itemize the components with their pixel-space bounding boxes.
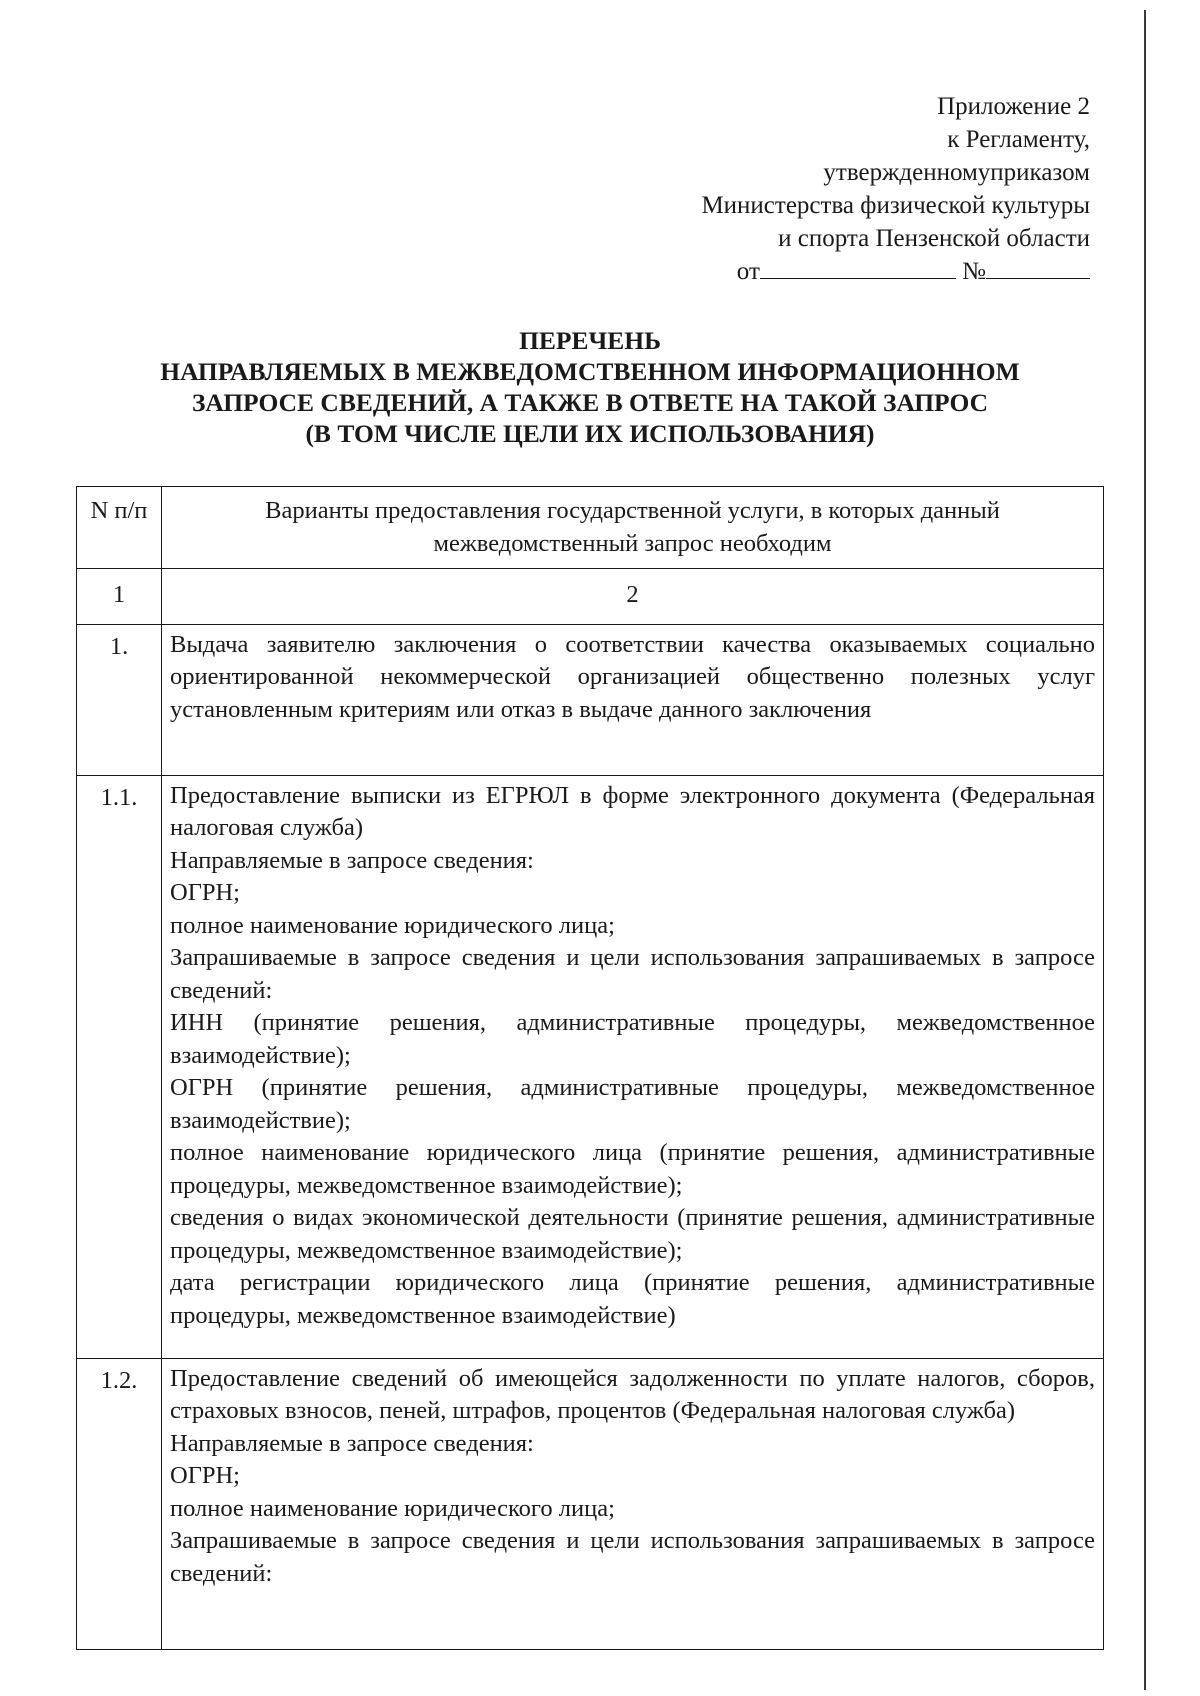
- number-label: №: [962, 258, 986, 285]
- row-number: 1.1.: [77, 775, 162, 1358]
- requested-data-heading: Запрашиваемые в запросе сведения и цели использования запрашиваемых в запросе сведений:: [170, 1527, 1095, 1587]
- appendix-regulation: к Регламенту,: [947, 126, 1090, 153]
- column-number-1: 1: [77, 569, 162, 625]
- sent-data-item: ОГРН;: [170, 1462, 240, 1489]
- requested-data-item: дата регистрации юридического лица (принятие решения, административные процедуры, межведомственное взаимодействие): [170, 1269, 1095, 1329]
- title-line-1: ПЕРЕЧЕНЬ: [519, 326, 661, 355]
- sent-data-item: ОГРН;: [170, 879, 240, 906]
- sent-data-item: полное наименование юридического лица;: [170, 1494, 615, 1522]
- table-row: [77, 775, 1104, 1358]
- requested-data-item: ИНН (принятие решения, административные процедуры, межведомственное взаимодействие);: [170, 1009, 1095, 1069]
- requests-table: [76, 486, 1104, 1650]
- row-number: 1.: [77, 624, 162, 775]
- title-line-3: ЗАПРОСЕ СВЕДЕНИЙ, А ТАКЖЕ В ОТВЕТЕ НА ТАКОЙ ЗАПРОС: [191, 388, 989, 417]
- table-row: [77, 624, 1104, 775]
- requested-data-item: сведения о видах экономической деятельности (принятие решения, административные процедуры, межведомственное взаимодействие);: [170, 1204, 1095, 1264]
- document-title: [76, 325, 1104, 449]
- scan-edge-line: [1144, 10, 1146, 1690]
- appendix-block: [701, 90, 1090, 288]
- appendix-ministry: Министерства физической культуры: [701, 192, 1090, 219]
- sent-data-item: полное наименование юридического лица;: [170, 911, 615, 939]
- service-description: Предоставление сведений об имеющейся задолженности по уплате налогов, сборов, страховых взносов, пеней, штрафов, процентов (Федеральная налоговая служба): [170, 1364, 1095, 1424]
- header-variants-cell: Варианты предоставления государственной услуги, в которых данный межведомственный запрос необходим: [162, 487, 1104, 569]
- table-row: [77, 1358, 1104, 1649]
- row-text: Выдача заявителю заключения о соответствии качества оказываемых социально ориентированной некоммерческой организацией общественно полезных услуг установленным критериям или отказ в выдаче данного заключения: [162, 624, 1104, 775]
- date-blank: [760, 256, 956, 279]
- appendix-approved: утвержденномуприказом: [823, 159, 1090, 186]
- service-description: Предоставление выписки из ЕГРЮЛ в форме электронного документа (Федеральная налоговая служба): [170, 781, 1095, 841]
- row-text: [162, 775, 1104, 1358]
- requested-data-item: ОГРН (принятие решения, административные процедуры, межведомственное взаимодействие);: [170, 1074, 1095, 1134]
- sent-data-heading: Направляемые в запросе сведения:: [170, 1429, 534, 1457]
- appendix-date-number: [701, 255, 1090, 288]
- column-numbers-row: [77, 569, 1104, 625]
- appendix-region: и спорта Пензенской области: [778, 225, 1090, 252]
- sent-data-heading: Направляемые в запросе сведения:: [170, 846, 534, 874]
- date-label: от: [736, 258, 760, 285]
- column-number-2: 2: [162, 569, 1104, 625]
- title-line-2: НАПРАВЛЯЕМЫХ В МЕЖВЕДОМСТВЕННОМ ИНФОРМАЦИОННОМ: [160, 357, 1020, 386]
- header-number-cell: N п/п: [77, 487, 162, 569]
- requested-data-item: полное наименование юридического лица (принятие решения, административные процедуры, межведомственное взаимодействие);: [170, 1139, 1095, 1199]
- row-number: 1.2.: [77, 1358, 162, 1649]
- row-text: [162, 1358, 1104, 1649]
- title-line-4: (В ТОМ ЧИСЛЕ ЦЕЛИ ИХ ИСПОЛЬЗОВАНИЯ): [305, 419, 875, 448]
- appendix-title: Приложение 2: [937, 93, 1090, 120]
- number-blank: [986, 256, 1090, 279]
- requested-data-heading: Запрашиваемые в запросе сведения и цели использования запрашиваемых в запросе сведений:: [170, 944, 1095, 1004]
- table-header-row: [77, 487, 1104, 569]
